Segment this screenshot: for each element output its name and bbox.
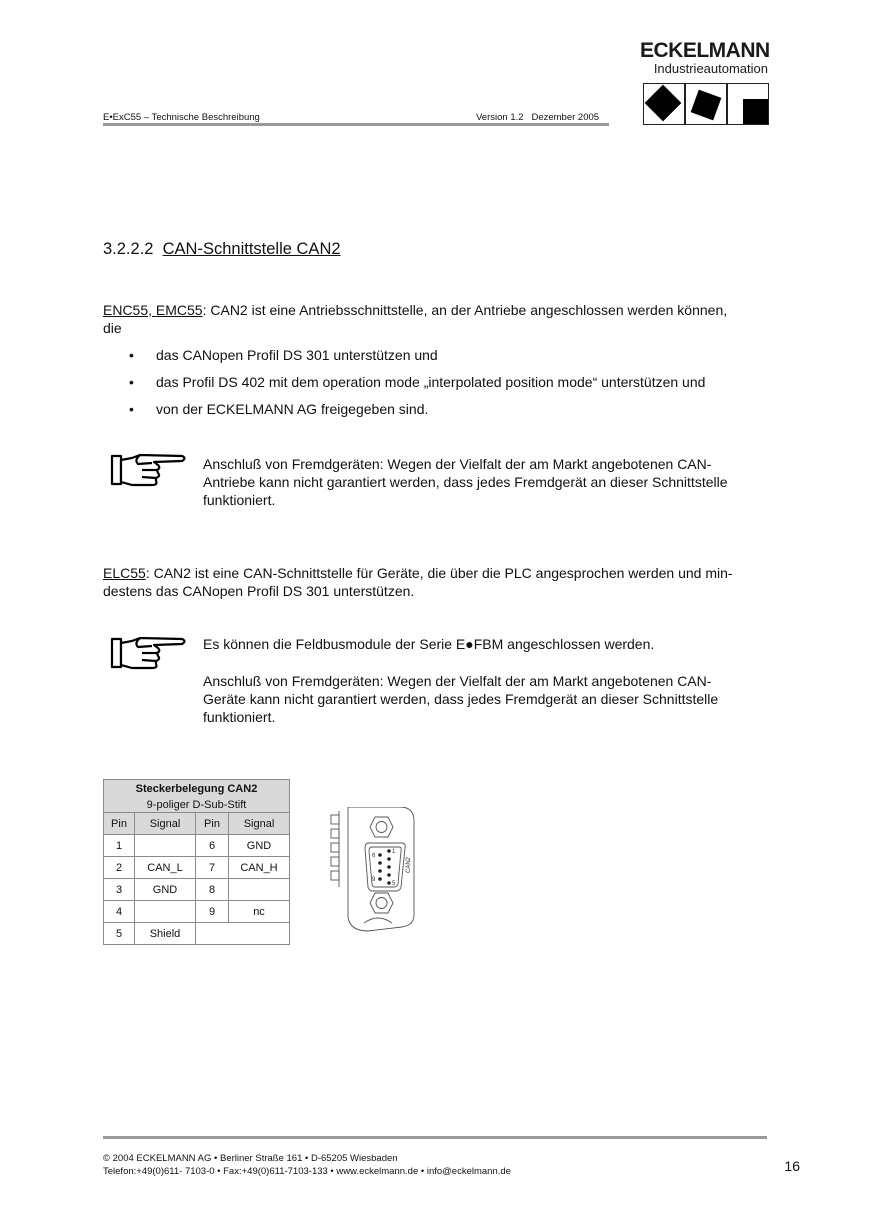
- table-header-row: [104, 813, 290, 835]
- table-cell: [135, 835, 196, 857]
- header-version-date: [476, 112, 599, 123]
- table-subtitle: 9-poliger D-Sub-Stift: [104, 797, 290, 813]
- section-number: 3.2.2.2: [103, 240, 154, 258]
- table-cell: 1: [104, 835, 135, 857]
- page-number: 16: [784, 1158, 800, 1174]
- table-row: [104, 879, 290, 901]
- enc-text: : CAN2 ist eine Antriebsschnittstelle, an der Antriebe angeschlossen werden können,: [202, 302, 728, 318]
- logo-box-1: [643, 83, 685, 125]
- elc-note-line: Geräte kann nicht garantiert werden, dass jedes Fremdgerät an dieser Schnittstelle: [203, 691, 719, 707]
- list-item: • das Profil DS 402 mit dem operation mode „interpolated position mode“ unterstützen und: [103, 373, 783, 400]
- logo-box-3: [727, 83, 769, 125]
- pin-label: 9: [372, 877, 376, 883]
- table-cell: [135, 901, 196, 923]
- list-item: • von der ECKELMANN AG freigegeben sind.: [103, 400, 783, 427]
- table-cell: 8: [196, 879, 229, 901]
- table-cell: 3: [104, 879, 135, 901]
- table-cell: GND: [229, 835, 290, 857]
- table-cell: 7: [196, 857, 229, 879]
- elc-note-line: funktioniert.: [203, 709, 276, 725]
- header-doc-title: E•ExC55 – Technische Beschreibung: [103, 112, 260, 123]
- enc-paragraph: [103, 301, 773, 337]
- enc-bullet-list: [103, 346, 783, 427]
- table-title-row: [104, 780, 290, 798]
- connector-label: CAN2: [406, 856, 412, 873]
- footer-contact: Telefon:+49(0)611- 7103-0 • Fax:+49(0)611-7103-133 • www.eckelmann.de • info@eckelmann.de: [103, 1166, 511, 1177]
- header-divider: [103, 123, 609, 126]
- section-title: CAN-Schnittstelle CAN2: [162, 240, 341, 258]
- column-header: Pin: [196, 813, 229, 835]
- header-version: Version 1.2: [476, 112, 524, 123]
- table-cell: 5: [104, 923, 135, 945]
- table-cell: Shield: [135, 923, 196, 945]
- header-date: Dezember 2005: [531, 112, 600, 123]
- brand-subtitle: Industrieautomation: [653, 61, 768, 76]
- brand-block: [640, 40, 768, 76]
- enc-text-cont: die: [103, 320, 122, 336]
- table-cell: [196, 923, 290, 945]
- table-row: [104, 835, 290, 857]
- table-cell: CAN_L: [135, 857, 196, 879]
- footer: [103, 1152, 511, 1178]
- elc-note-line: Anschluß von Fremdgeräten: Wegen der Vielfalt der am Markt angebotenen CAN-: [203, 673, 712, 689]
- pin-label: 1: [392, 849, 396, 855]
- table-title: Steckerbelegung CAN2: [104, 780, 290, 798]
- enc-note-line: Anschluß von Fremdgeräten: Wegen der Vielfalt der am Markt angebotenen CAN-: [203, 456, 712, 472]
- table-row: [104, 857, 290, 879]
- pin-label: 6: [372, 853, 376, 859]
- elc-text: : CAN2 ist eine CAN-Schnittstelle für Geräte, die über die PLC angesprochen werden und min-: [145, 565, 733, 581]
- dsub-connector-drawing: [328, 807, 420, 932]
- elc-note-2: [203, 672, 783, 726]
- enc-note-line: Antriebe kann nicht garantiert werden, dass jedes Fremdgerät an dieser Schnittstelle: [203, 474, 728, 490]
- table-row: [104, 923, 290, 945]
- table-cell: nc: [229, 901, 290, 923]
- elc-note-1: Es können die Feldbusmodule der Serie E●FBM angeschlossen werden.: [203, 636, 655, 652]
- enc-label: ENC55, EMC55: [103, 302, 203, 318]
- column-header: Signal: [135, 813, 196, 835]
- enc-note-line: funktioniert.: [203, 492, 276, 508]
- footer-divider: [103, 1136, 767, 1139]
- table-cell: 9: [196, 901, 229, 923]
- column-header: Signal: [229, 813, 290, 835]
- elc-paragraph: [103, 564, 783, 600]
- pointing-hand-icon: [110, 450, 188, 490]
- connector-pins: [378, 849, 391, 885]
- elc-text-cont: destens das CANopen Profil DS 301 unterstützen.: [103, 583, 415, 599]
- footer-address: © 2004 ECKELMANN AG • Berliner Straße 161 • D-65205 Wiesbaden: [103, 1153, 398, 1164]
- list-item: • das CANopen Profil DS 301 unterstützen und: [103, 346, 783, 373]
- pin-label: 5: [392, 881, 396, 887]
- column-header: Pin: [104, 813, 135, 835]
- pointing-hand-icon: [110, 633, 188, 673]
- table-cell: 4: [104, 901, 135, 923]
- table-subtitle-row: [104, 797, 290, 813]
- table-row: [104, 901, 290, 923]
- table-cell: [229, 879, 290, 901]
- brand-name: ECKELMANN: [640, 39, 770, 62]
- table-cell: CAN_H: [229, 857, 290, 879]
- enc-note: [203, 455, 783, 509]
- table-cell: 6: [196, 835, 229, 857]
- section-heading: [103, 240, 341, 259]
- pin-assignment-table: [103, 779, 290, 945]
- elc-label: ELC55: [103, 565, 146, 581]
- logo-box-2: [685, 83, 727, 125]
- table-cell: 2: [104, 857, 135, 879]
- table-cell: GND: [135, 879, 196, 901]
